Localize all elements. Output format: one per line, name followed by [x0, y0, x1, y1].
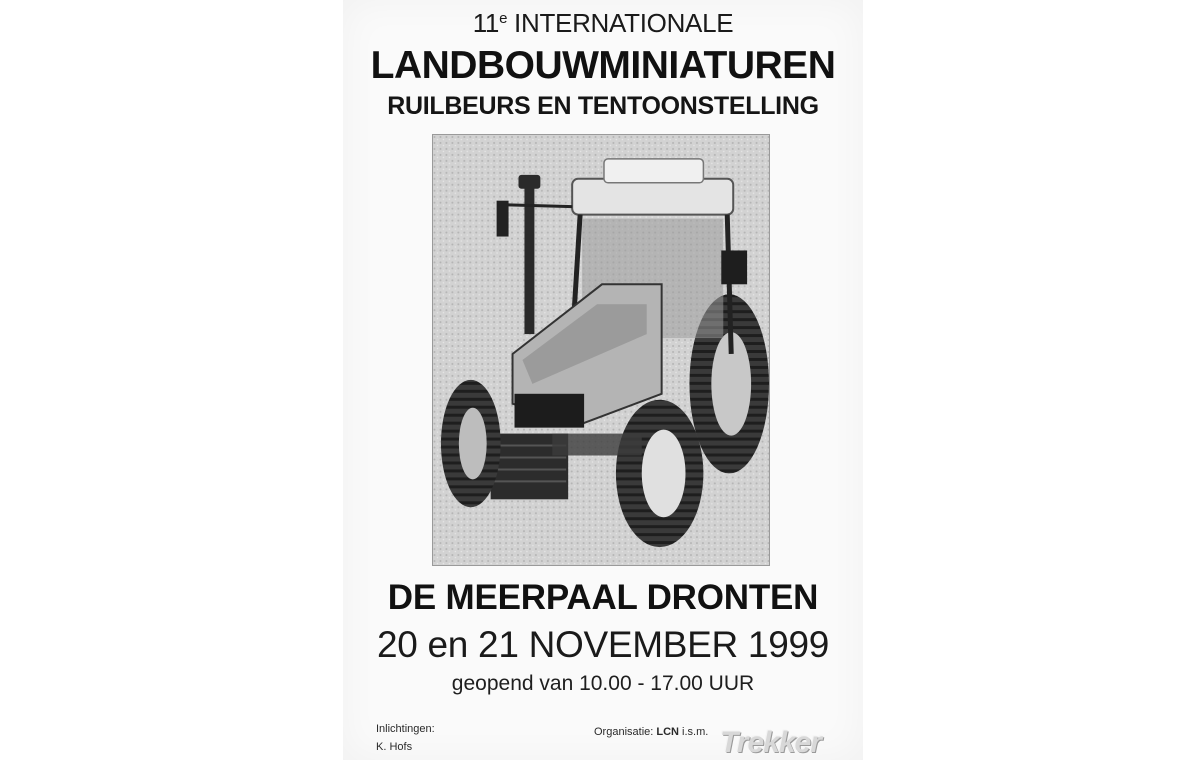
venue-heading: DE MEERPAAL DRONTEN [387, 578, 819, 617]
event-date: 20 en 21 NOVEMBER 1999 [376, 624, 830, 665]
opening-hours: geopend van 10.00 - 17.00 UUR [451, 672, 755, 695]
organisation-name: LCN [656, 726, 679, 738]
poster-title: LANDBOUWMINIATUREN [370, 44, 836, 87]
tractor-illustration [433, 135, 769, 565]
organisation-line: Organisatie: LCN i.s.m. [594, 726, 709, 738]
trekker-magazine-logo: Trekker [720, 726, 821, 759]
tractor-photo [432, 134, 770, 566]
info-contact-name: K. Hofs [376, 741, 413, 753]
info-label: Inlichtingen: [376, 723, 435, 735]
poster-subtitle: RUILBEURS EN TENTOONSTELLING [387, 92, 819, 120]
edition-heading: 11e INTERNATIONALE [472, 8, 734, 38]
